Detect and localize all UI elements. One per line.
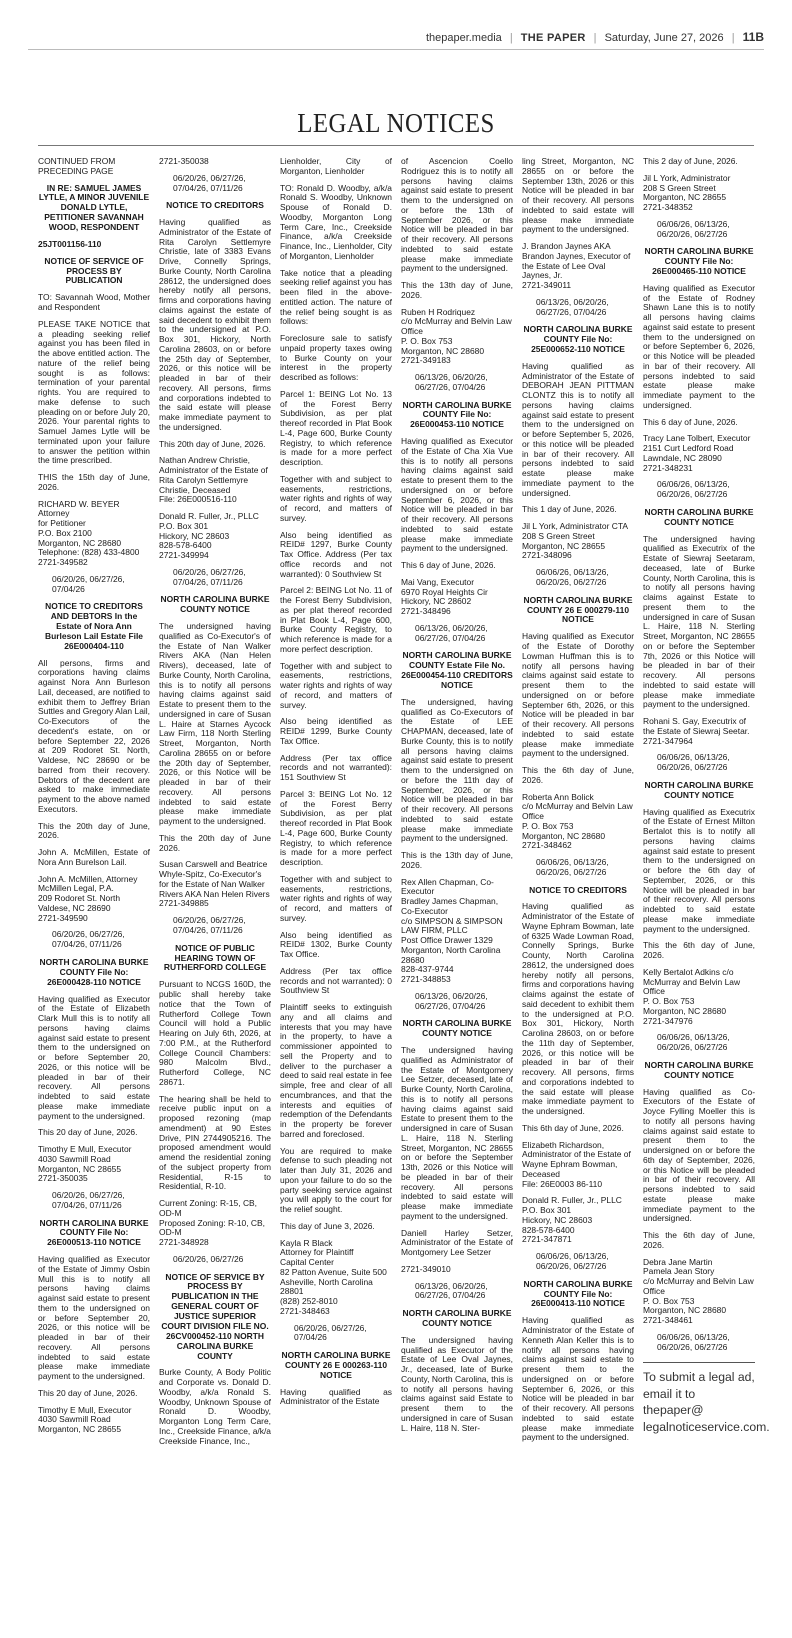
column-3 — [280, 157, 392, 1622]
notice-text: Together with and subject to easements, restrictions, water rights and rights of way of record, and matters of survey. — [280, 660, 392, 710]
notice-text: Roberta Ann Bolick c/o McMurray and Belvin Law Office P. O. Box 753 Morganton, NC 28680 2721-348462 — [522, 791, 633, 851]
notice-text: Rohani S. Gay, Executrix of the Estate of Siewraj Seetar. 2721-347964 — [643, 716, 750, 746]
notice-text: 06/13/26, 06/20/26, 06/27/26, 07/04/26 — [415, 1280, 488, 1301]
legal-notice — [401, 1309, 513, 1433]
notice-text: Also being identified as REID# 1297, Burke County Tax Office. Address (Per tax office records and not warranted): 0 Southview St — [280, 529, 392, 579]
notice-text: Having qualified as Executor of the Estate of Cha Xia Vue this is to notify all persons having claims against said estate to present them to the undersigned on or before September 6, 2026, or this Notice will be pleaded in bar of their recovery. All persons indebted to said estate please make immediate payment to the undersigned. — [401, 436, 513, 554]
notice-text: The undersigned, having qualified as Co-Executors of the Estate of LEE CHAPMAN, deceased, late of Burke County, this is to notify all persons having claims against said estate to present them to the undersigned on or before the 11th day of September, 2026, or this Notice will be pleaded in bar of their recovery. All persons indebted to said estate please make immediate payment to the undersigned. — [401, 696, 513, 844]
notice-text: This 6 day of June, 2026. — [643, 416, 738, 427]
notice-text: Timothy E Mull, Executor 4030 Sawmill Road Morganton, NC 28655 2721-350035 — [38, 1144, 132, 1184]
notice-text: Elizabeth Richardson, Administrator of the Estate of Wayne Ephram Bowman, Deceased File: 26E0003 86-110 — [522, 1139, 631, 1189]
notice-heading: NORTH CAROLINA BURKE COUNTY NOTICE — [644, 779, 754, 800]
legal-notice — [643, 1061, 755, 1353]
notice-text: Take notice that a pleading seeking relief against you has been filed in the above- entitled action. The nature of the relief being sought is as follows: — [280, 267, 392, 327]
legal-notice — [643, 508, 755, 773]
notice-heading: NOTICE OF SERVICE OF PROCESS BY PUBLICATION — [44, 255, 144, 286]
notice-text: 06/06/26, 06/13/26, 06/20/26, 06/27/26 — [657, 479, 730, 500]
notice-heading: NORTH CAROLINA BURKE COUNTY File No: 26E000453-110 NOTICE — [402, 399, 512, 430]
column-5 — [522, 157, 634, 1622]
notice-text: This is the 13th day of June, 2026. — [401, 850, 513, 870]
legal-notice — [522, 596, 634, 878]
notice-heading: NORTH CAROLINA BURKE COUNTY 26 E 000263-110 NOTICE — [281, 1350, 391, 1380]
legal-notice — [401, 651, 513, 1011]
legal-notice — [643, 157, 755, 239]
notice-text: 06/13/26, 06/20/26, 06/27/26, 07/04/26 — [415, 622, 488, 643]
notice-text: Susan Carswell and Beatrice Whyle-Spitz, Co-Executor's for the Estate of Nan Walker Rivers AKA Nan Helen Rivers 2721-349885 — [159, 859, 270, 909]
notice-text: Debra Jane Martin Pamela Jean Story c/o McMurray and Belvin Law Office P. O. Box 753 Morganton, NC 28680 2721-348461 — [643, 1256, 754, 1326]
notice-text: This 6th day of June, 2026. — [522, 1122, 624, 1133]
notice-text: 06/06/26, 06/13/26, 06/20/26, 06/27/26 — [536, 1251, 609, 1271]
legal-notice — [522, 1280, 634, 1443]
notice-text: This the 20th day of June, 2026. — [38, 820, 150, 841]
notice-text: Having qualified as Executor of the Estate of Jimmy Osbin Mull this is to notify all persons having claims against said estate to present them to the undersigned on or before September 20, 2026, or this notice will be pleaded in bar of their recovery. All persons indebted to said estate please make immediate payment to the undersigned. — [38, 1254, 150, 1382]
masthead-separator: | — [593, 32, 597, 44]
legal-notice — [401, 401, 513, 644]
legal-notice — [159, 595, 271, 935]
notice-text: Also being identified as REID# 1299, Burke County Tax Office. — [280, 716, 392, 746]
legal-notice — [643, 247, 755, 500]
notice-text: Having qualified as Administrator of the Estate of Rita Carolyn Settlemyre Christie, late of 3383 Evans Drive, Connelly Springs, Burke County, North Carolina 28612, the undersigned does hereby notify all persons, firms and corporations having claims against the estate of said decedent to exhibit them to the undersigned at P.O. Box 301, Hickory, North Carolina 28603, on or before the 25th day of September, 2026, or this notice will be pleaded in bar of their recovery. All persons, firms and corporations indebted to the said estate will please make immediate payment to the undersigned. — [159, 217, 271, 432]
notice-text: PLEASE TAKE NOTICE that a pleading seeking relief against you has been filed in the above entitled action. The nature of the relief being sought is as follows: termination of your parental rights. You are required to make defense to such pleading on or before July 20, 2026. Your parental rights to Samuel James Lytle will be terminated upon your failure to answer the petition within the time prescribed. — [38, 318, 150, 466]
notice-heading: NORTH CAROLINA BURKE COUNTY NOTICE — [160, 594, 270, 615]
notice-text: Address (Per tax office records and not warranted): 0 Southview St — [280, 965, 392, 996]
notice-text: The undersigned having qualified as Administrator of the Estate of Montgomery Lee Setzer, deceased, late of Burke County, North Carolina, this is to notify all persons having claims against said Estate to present them to the undersigned in care of Susan L. Haire, 118 N. Sterling Street, Morganton, NC 28655 on or before the September 13th, 2026 or this Notice will be pleaded in bar of their recovery. All persons indebted to said estate will please make immediate payment to the undersigned. — [401, 1045, 513, 1221]
notice-text: This the 6th day of June, 2026. — [643, 1230, 755, 1250]
notice-text: 06/13/26, 06/20/26, 06/27/26, 07/04/26 — [415, 990, 488, 1011]
legal-notice — [401, 157, 513, 393]
notice-text: Kayla R Black Attorney for Plaintiff Capital Center 82 Patton Avenue, Suite 500 Asheville, North Carolina 28801 (828) 252-8010 2721-348463 — [280, 1237, 387, 1316]
notice-text: Address (Per tax office records and not warranted): 151 Southview St — [280, 752, 392, 782]
notice-text: This 6 day of June, 2026. — [401, 560, 496, 571]
legal-notice — [38, 157, 150, 594]
notice-heading: NORTH CAROLINA BURKE COUNTY NOTICE — [402, 1018, 512, 1039]
notice-text: 06/06/26, 06/13/26, 06/20/26, 06/27/26 — [657, 1032, 730, 1053]
notice-text: ling Street, Morganton, NC 28655 on or before the September 13th, 2026 or this Notice will be pleaded in bar of their recovery. All persons indebted to said estate will please make immediate payment to the undersigned. — [522, 156, 634, 235]
notice-text: This the 6th day of June, 2026. — [643, 940, 755, 961]
notice-text: TO: Savannah Wood, Mother and Respondent — [38, 292, 150, 312]
notice-text: All persons, firms and corporations having claims against Nora Ann Burleson Lail, deceased, are notified to exhibit them to Jeffrey Brian Suttles and Gregory Alan Lail, Co-Executors of the decedent's estate, on or before September 22, 2026 at 209 Rodoret St. North, Valdese, NC 28690 or be barred from their recovery. Debtors of the decedent are asked to make immediate payment to the above named Executors. — [38, 657, 150, 814]
notice-text: Burke County, A Body Politic and Corporate vs. Donald D. Woodby, a/k/a Ronald S. Woodby, Unknown Spouse of Ronald D. Woodby, Morganton Long Term Care, Inc., Creekside Finance, a/k/a Creekside Finance, Inc., — [159, 1367, 271, 1446]
notice-text: 2721-350038 — [159, 156, 209, 166]
notice-heading: NORTH CAROLINA BURKE COUNTY File No: 25E000652-110 NOTICE — [523, 324, 633, 354]
notice-heading: NOTICE TO CREDITORS AND DEBTORS In the Estate of Nora Ann Burleson Lail Estate File 26E000404-110 — [45, 601, 143, 651]
notice-text: 06/13/26, 06/20/26, 06/27/26, 07/04/26 — [415, 372, 488, 392]
notice-heading: NOTICE OF SERVICE BY PROCESS BY PUBLICATION IN THE GENERAL COURT OF JUSTICE SUPERIOR COURT DIVISION FILE NO. 26CV000452-110 NORTH CAROLINA BURKE COUNTY — [161, 1271, 269, 1361]
legal-notice — [38, 1219, 150, 1435]
legal-notice — [159, 201, 271, 587]
masthead-separator: | — [509, 32, 513, 44]
notice-text: This 20 day of June, 2026. — [38, 1127, 138, 1138]
column-6 — [643, 156, 770, 1622]
legal-notice — [280, 1351, 392, 1407]
notice-text: Parcel 3: BEING Lot No. 12 of the Forest Berry Subdivision, as per plat thereof recorded in Plat Book L-4, Page 600, Burke County Registry, to which reference is made for a more perfect description. — [280, 788, 392, 867]
notice-text: Plaintiff seeks to extinguish any and all claims and interests that you may have in the property, to have a commissioner appointed to sell the Property and to deliver to the purchaser a deed to said real estate in fee simple, free and clear of all encumbrances, and that the interests and equities of redemption of the Defendants in the property be forever barred and foreclosed. — [280, 1002, 392, 1139]
notice-heading: NORTH CAROLINA BURKE COUNTY File No: 26E000428-110 NOTICE — [39, 956, 149, 987]
notice-text: 06/13/26, 06/20/26, 06/27/26, 07/04/26 — [536, 296, 609, 317]
notice-text: John A. McMillen, Estate of Nora Ann Burelson Lail. — [38, 847, 150, 867]
notice-text: 2721-349010 — [401, 1263, 451, 1274]
site-name: thepaper.media — [425, 32, 502, 44]
notice-text: Also being identified as REID# 1302, Burke County Tax Office. — [280, 929, 392, 959]
notice-text: This 2 day of June, 2026. — [643, 156, 738, 166]
notice-text: Having qualified as Co-Executors of the Estate of Joyce Fylling Moeller this is to notify all persons having claims against said estate to present them to the undersigned on or before the 6th day of September, 2026, or this Notice will be pleaded in bar of their recovery. All persons indebted to said estate please make immediate payment to the undersigned. — [643, 1086, 755, 1224]
notice-text: THIS the 15th day of June, 2026. — [38, 472, 150, 492]
notice-text: RICHARD W. BEYER Attorney for Petitioner P.O. Box 2100 Morganton, NC 28680 Telephone: (828) 433-4800 2721-349582 — [38, 498, 140, 567]
column-2 — [159, 157, 271, 1622]
notice-text: Parcel 1: BEING Lot No. 13 of the Forest Berry Subdivision, as per plat thereof recorded in Plat Book L-4, Page 600, Burke County Registry, to which reference is made for a more perfect description. — [280, 388, 392, 467]
notice-text: 06/20/26, 06/27/26, 07/04/26, 07/11/26 — [52, 929, 125, 950]
legal-notice — [159, 1273, 271, 1447]
submit-legal-ad-note: To submit a legal ad, email it to thepaper@ legalnoticeservice.com. — [643, 1362, 755, 1435]
notice-text: Together with and subject to easements, restrictions, water rights and rights of way of record, and matters of survey. — [280, 873, 392, 923]
page-number: 11B — [742, 30, 764, 44]
notice-text: 06/20/26, 06/27/26 — [173, 1253, 244, 1264]
notice-text: CONTINUED FROM PRECEDING PAGE — [38, 156, 116, 176]
legal-notice — [401, 1019, 513, 1301]
notice-heading: NORTH CAROLINA BURKE COUNTY NOTICE — [644, 1059, 754, 1080]
masthead — [28, 30, 764, 44]
legal-notice — [522, 325, 634, 587]
masthead-separator: | — [731, 32, 735, 44]
notice-text: Foreclosure sale to satisfy unpaid property taxes owing to Burke County on your interest in the property described as follows: — [280, 333, 392, 382]
legal-notice — [522, 886, 634, 1272]
notice-text: 06/20/26, 06/27/26, 07/04/26 — [52, 573, 125, 594]
notice-heading: NORTH CAROLINA BURKE COUNTY File No: 26E000413-110 NOTICE — [523, 1278, 633, 1309]
notice-text: The hearing shall be held to receive public input on a proposed rezoning (map amendment) at 90 Estes Drive, PIN 2744905216. The proposed amendment would amend the residential zoning of the subject property from Residential, R-15 to Residential, R-10. — [159, 1093, 271, 1192]
legal-notice — [643, 781, 755, 1053]
notice-text: Kelly Bertalot Adkins c/o McMurray and Belvin Law Office P. O. Box 753 Morganton, NC 28680 2721-347976 — [643, 966, 741, 1026]
notice-heading: NORTH CAROLINA BURKE COUNTY NOTICE — [402, 1308, 512, 1328]
notice-text: 06/06/26, 06/13/26, 06/20/26, 06/27/26 — [657, 218, 730, 239]
notice-text: TO: Ronald D. Woodby, a/k/a Ronald S. Woodby, Unknown Spouse of Ronald D. Woodby, Morganton Long Term Care, Inc., Creekside Finance, a/k/a Creekside Finance, Inc., Lienholder, City of Morganton, Lienholder — [280, 182, 392, 261]
notice-text: Ruben H Rodriquez c/o McMurray and Belvin Law Office P. O. Box 753 Morganton, NC 28680 2721-349183 — [401, 306, 512, 366]
notice-columns — [38, 156, 770, 1622]
notice-text: 06/20/26, 06/27/26, 07/04/26, 07/11/26 — [173, 915, 246, 935]
notice-heading: NORTH CAROLINA BURKE COUNTY 26 E 000279-110 NOTICE — [523, 594, 633, 625]
notice-text: This 20th day of June, 2026. — [159, 438, 266, 449]
notice-text: Having qualified as Executor of the Estate of Dorothy Lowman Huffman this is to notify all persons having claims against said estate to present them to the undersigned on or before September 6th, 2026, or this Notice will be pleaded in bar of their recovery. All persons indebted to said estate please make immediate payment to the undersigned. — [522, 631, 634, 759]
notice-heading: NOTICE TO CREDITORS — [529, 884, 627, 895]
notice-text: Tracy Lane Tolbert, Executor 2151 Curt Ledford Road Lawndale, NC 28090 2721-348231 — [643, 433, 751, 473]
notice-heading: IN RE: SAMUEL JAMES LYTLE, A MINOR JUVENILE DONALD LYTLE, PETITIONER SAVANNAH WOOD, RESPONDENT — [38, 182, 150, 232]
notice-heading: NORTH CAROLINA BURKE COUNTY NOTICE — [644, 506, 754, 527]
column-1 — [38, 157, 150, 1622]
legal-notice — [159, 944, 271, 1265]
notice-text: Having qualified as Administrator of the Estate — [280, 1386, 392, 1407]
notice-text: The undersigned having qualified as Executrix of the Estate of Siewraj Seetaram, deceased, late of Burke County, North Carolina, this is to notify all persons having claims against Estate to present them to the undersigned in care of Susan L. Haire, 118 N. Sterling Street, Morganton, NC 28655 on or before the September 7th, 2026 or this Notice will be pleaded in bar of their recovery. All persons indebted to said estate will please make immediate payment to the undersigned. — [643, 533, 755, 710]
notice-text: This day of June 3, 2026. — [280, 1220, 375, 1231]
notice-text: 06/06/26, 06/13/26, 06/20/26, 06/27/26 — [536, 857, 609, 877]
notice-heading: NORTH CAROLINA BURKE COUNTY File No: 26E000513-110 NOTICE — [39, 1217, 149, 1248]
notice-text: This the 13th day of June, 2026. — [401, 280, 513, 300]
notice-text: Having qualified as Executor of the Estate of Elizabeth Clark Mull this is to notify all persons having claims against said estate to present them to the undersigned on or before September 20, 2026, or this notice will be pleaded in bar of their recovery. All persons indebted to said estate please make immediate payment to the undersigned. — [38, 993, 150, 1121]
notice-text: This the 20th day of June 2026. — [159, 832, 271, 853]
notice-heading: NORTH CAROLINA BURKE COUNTY File No: 26E000465-110 NOTICE — [644, 246, 754, 276]
notice-heading: NORTH CAROLINA BURKE COUNTY Estate File No. 26E000454-110 CREDITORS NOTICE — [401, 650, 513, 690]
legal-notice — [38, 958, 150, 1211]
legal-notice — [280, 157, 392, 1343]
legal-notice — [522, 157, 634, 317]
notice-text: Together with and subject to easements, restrictions, water rights and rights of way of record, and matters of survey. — [280, 473, 392, 523]
notice-text: 06/06/26, 06/13/26, 06/20/26, 06/27/26 — [657, 1331, 730, 1352]
notice-text: Lienholder, City of Morganton, Lienholder — [280, 156, 392, 176]
notice-text: of Ascencion Coello Rodriguez this is to notify all persons having claims against said estate to present them to the undersigned on or before the 13th of September 2026, or this Notice will be pleaded in bar of their recovery. All persons indebted to said estate please make immediate payment to the undersigned. — [401, 156, 513, 274]
paper-name: THE PAPER — [520, 32, 586, 44]
notice-text: Jil L York, Administrator CTA 208 S Green Street Morganton, NC 28655 2721-348096 — [522, 521, 628, 561]
notice-text: This the 6th day of June, 2026. — [522, 765, 634, 785]
masthead-rule — [28, 49, 764, 50]
notice-text: 25JT001156-110 — [38, 238, 102, 249]
notice-text: 06/20/26, 06/27/26, 07/04/26 — [294, 1322, 367, 1343]
notice-text: Daniell Harley Setzer, Administrator of the Estate of Montgomery Lee Setzer — [401, 1227, 513, 1258]
notice-text: Having qualified as Administrator of the Estate of Wayne Ephram Bowman, late of 6325 Wade Lowman Road, Connelly Springs, Burke County, North Carolina 28612, the undersigned does hereby notify all persons, firms and corporations having claims against the estate of said decedent to exhibit them to the undersigned at P.O. Box 301, Hickory, North Carolina 28603, on or before the 11th day of September, 2026, or this notice will be pleaded in bar of their recovery. All persons, firms and corporations indebted to the said estate will please make immediate payment to the undersigned. — [522, 901, 634, 1117]
notice-text: The undersigned having qualified as Executor of the Estate of Lee Oval Jaynes, Jr., deceased, late of Burke County, North Carolina, this is to notify all persons having claims against said Estate to present them to the undersigned in care of Susan L. Haire, 118 N. Ster- — [401, 1334, 513, 1433]
notice-heading: NOTICE OF PUBLIC HEARING TOWN OF RUTHERFORD COLLEGE — [163, 942, 267, 973]
notice-text: Pursuant to NCGS 160D, the public shall hereby take notice that the Town of Rutherford College Town Council will hold a Public Hearing on July 6th, 2026, at 7:00 P.M., at the Rutherford College Council Chambers: 980 Malcolm Blvd., Rutherford College, NC 28671. — [159, 979, 271, 1087]
notice-text: Rex Allen Chapman, Co-Executor Bradley James Chapman, Co-Executor c/o SIMPSON & SIMPSON LAW FIRM, PLLC Post Office Drawer 1329 Morganton, North Carolina 28680 828-437-9744 2721-348853 — [401, 876, 503, 985]
notice-heading: NOTICE TO CREDITORS — [166, 200, 264, 211]
section-title: LEGAL NOTICES — [297, 108, 495, 138]
notice-text: You are required to make defense to such pleading not later than July 31, 2026 and upon your failure to do so the party seeking service against you will apply to the court for the relief sought. — [280, 1145, 392, 1214]
notice-text: Current Zoning: R-15, CB, OD-M Proposed Zoning: R-10, CB, OD-M 2721-348928 — [159, 1198, 265, 1247]
notice-text: John A. McMillen, Attorney McMillen Legal, P.A. 209 Rodoret St. North Valdese, NC 28690 2721-349590 — [38, 873, 138, 923]
notice-text: 06/06/26, 06/13/26, 06/20/26, 06/27/26 — [657, 752, 730, 773]
notice-text: Having qualified as Administrator of the Estate of Kenneth Alan Keller this is to notify all persons having claims against said estate to present them to the undersigned on or before September 6, 2026, or this Notice will be pleaded in bar of their recovery. All persons indebted to said estate please make immediate payment to the undersigned. — [522, 1315, 634, 1443]
issue-date: Saturday, June 27, 2026 — [604, 32, 724, 44]
notice-text: The undersigned having qualified as Co-Executor's of the Estate of Nan Walker Rivers AKA (Nan Helen Rivers), deceased, late of Burke County, North Carolina, this is to notify all persons having claims against said Estate to present them to the undersigned in care of Susan L. Haire at Starnes Aycock Law Firm, 118 North Sterling Street, Morganton, North Carolina 28655 on or before the 20th day of September, 2026, or this Notice will be pleaded in bar of their recovery. All persons indebted to said estate please make immediate payment to the undersigned. — [159, 621, 271, 827]
notice-text: Mai Vang, Executor 6970 Royal Heights Cir Hickory, NC 28602 2721-348496 — [401, 576, 488, 617]
notice-text: Timothy E Mull, Executor 4030 Sawmill Road Morganton, NC 28655 — [38, 1404, 132, 1435]
notice-text: 06/20/26, 06/27/26, 07/04/26, 07/11/26 — [173, 172, 246, 193]
notice-text: 06/20/26, 06/27/26, 07/04/26, 07/11/26 — [52, 1190, 125, 1210]
notice-text: Nathan Andrew Christie, Administrator of the Estate of Rita Carolyn Settlemyre Christie, Deceased File: 26E000516-110 — [159, 455, 268, 505]
notice-text: 06/06/26, 06/13/26, 06/20/26, 06/27/26 — [536, 567, 609, 587]
notice-text: Jil L York, Administrator 208 S Green Street Morganton, NC 28655 2721-348352 — [643, 172, 731, 212]
notice-text: Donald R. Fuller, Jr., PLLC P.O. Box 301 Hickory, NC 28603 828-578-6400 2721-349994 — [159, 511, 259, 561]
notice-text: Having qualified as Executor of the Estate of Rodney Shawn Lane this is to notify all persons having claims against said estate to present them to the undersigned on or before September 6, 2026, or this Notice will be pleaded in bar of their recovery. All persons indebted to said estate please make immediate payment to the undersigned. — [643, 282, 755, 410]
notice-text: Having qualified as Executrix of the Estate of Ernest Milton Bertalot this is to notify all persons having claims against said estate to present them to the undersigned on or before the 6th day of September, 2026, or this Notice will be pleaded in bar of their recovery. All persons indebted to said estate please make immediate payment to the undersigned. — [643, 806, 755, 934]
notice-text: This 20 day of June, 2026. — [38, 1387, 138, 1398]
notice-text: 06/20/26, 06/27/26, 07/04/26, 07/11/26 — [173, 566, 246, 587]
title-rule — [38, 145, 754, 146]
legal-notice — [38, 602, 150, 950]
notice-text: Having qualified as Administrator of the Estate of DEBORAH JEAN PITTMAN CLONTZ this is to notify all persons having claims against said estate to present them to the undersigned on or before September 5, 2026, or this notice will be pleaded in bar of their recovery. All persons indebted to said estate please make immediate payment to the undersigned. — [522, 360, 634, 498]
notice-text: Parcel 2: BEING Lot No. 11 of the Forest Berry Subdivision, as per plat thereof recorded in Plat Book L-4, Page 600, Burke County Registry, to which reference is made for a more perfect description. — [280, 585, 392, 654]
legal-notice — [159, 157, 271, 193]
notice-text: Donald R. Fuller, Jr., PLLC P.O. Box 301 Hickory, NC 28603 828-578-6400 2721-347871 — [522, 1195, 622, 1245]
notice-text: This 1 day of June, 2026. — [522, 504, 617, 515]
notice-text: J. Brandon Jaynes AKA Brandon Jaynes, Executor of the Estate of Lee Oval Jaynes, Jr. 2721-349011 — [522, 241, 631, 290]
column-4 — [401, 157, 513, 1622]
